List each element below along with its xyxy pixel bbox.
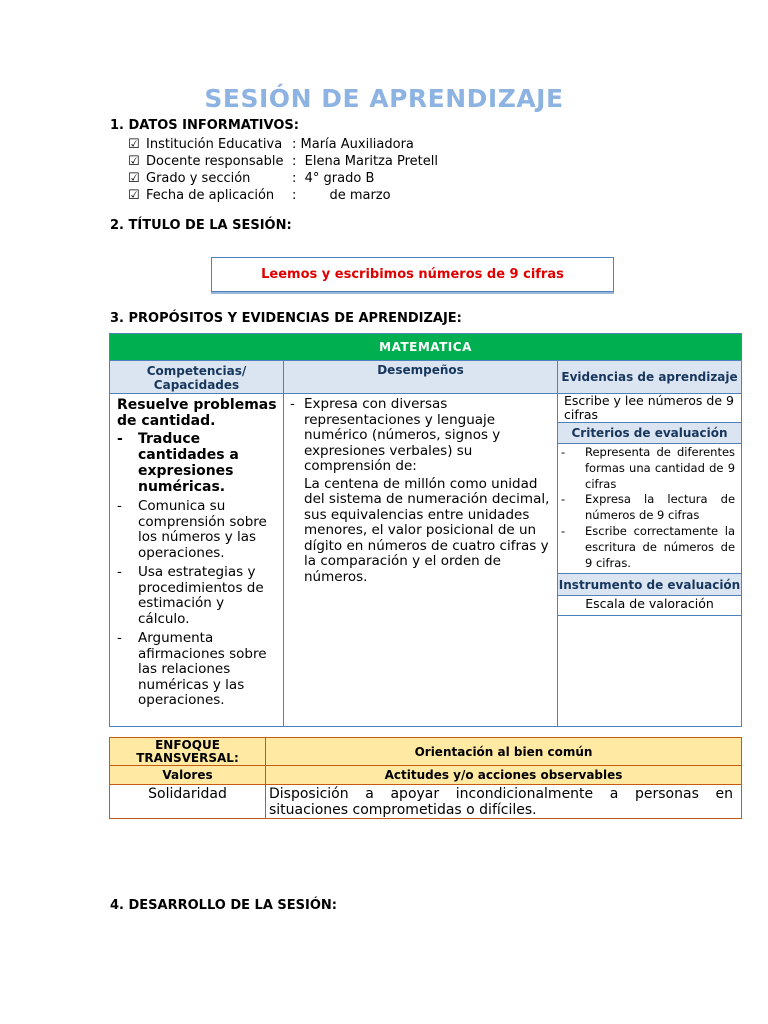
info-label: Grado y sección <box>146 171 251 186</box>
col-desempenos: Desempeños <box>284 361 558 394</box>
info-row-fecha <box>128 187 438 204</box>
page-title: SESIÓN DE APRENDIZAJE <box>204 84 564 113</box>
col-competencias: Competencias/ Capacidades <box>110 361 284 394</box>
capacidad-item: - Usa estrategias y procedimientos de estimación y cálculo. <box>117 564 264 627</box>
info-value: : Elena Maritza Pretell <box>292 154 438 169</box>
empty-cell <box>558 616 742 727</box>
instrumento-heading: Instrumento de evaluación <box>558 574 742 596</box>
criterio-item: - Escribe correctamente la escritura de números de 9 cifras. <box>561 523 736 570</box>
criterio-item: - Representa de diferentes formas una cantidad de 9 cifras <box>561 445 736 491</box>
info-row-docente <box>128 153 438 170</box>
col-valores: Valores <box>110 766 266 785</box>
criterios-heading: Criterios de evaluación <box>558 423 742 444</box>
actitud: Disposición a apoyar incondicionalmente a personas en situaciones comprometidas o difíciles. <box>266 785 742 819</box>
evidencia: Escribe y lee números de 9 cifras <box>558 394 742 423</box>
instrumento: Escala de valoración <box>558 596 742 616</box>
desempenos-cell <box>284 394 558 727</box>
enfoque-label: ENFOQUE TRANSVERSAL: <box>110 738 266 766</box>
checkbox-icon: ☑ <box>128 154 140 169</box>
info-label: Fecha de aplicación <box>146 188 275 203</box>
section-4-heading: 4. DESARROLLO DE LA SESIÓN: <box>110 898 337 913</box>
competencia: Resuelve problemas de cantidad. <box>117 397 277 429</box>
session-title-box <box>211 257 614 292</box>
datos-informativos-list <box>128 136 438 204</box>
capacidad-item: - Comunica su comprensión sobre los números y las operaciones. <box>117 498 267 561</box>
section-1-heading: 1. DATOS INFORMATIVOS: <box>110 118 299 133</box>
session-title: Leemos y escribimos números de 9 cifras <box>261 267 564 282</box>
info-row-grado <box>128 170 438 187</box>
desempeno-item: - Expresa con diversas representaciones y lenguaje numérico (números, signos y expresiones verbales) su comprensión de: <box>290 396 501 474</box>
section-2-heading: 2. TÍTULO DE LA SESIÓN: <box>110 218 292 233</box>
info-row-institucion <box>128 136 438 153</box>
desempeno-detail: La centena de millón como unidad del sistema de numeración decimal, sus equivalencias entre unidades menores, el valor posicional de un dígito en números de cuatro cifras y la comparación y el orden de números. <box>304 475 550 585</box>
area-header: MATEMATICA <box>110 334 742 361</box>
checkbox-icon: ☑ <box>128 171 140 186</box>
enfoque-table <box>109 737 742 819</box>
info-label: Docente responsable <box>146 154 284 169</box>
checkbox-icon: ☑ <box>128 188 140 203</box>
valor: Solidaridad <box>110 785 266 819</box>
criterio-item: - Expresa la lectura de números de 9 cifras <box>561 492 736 523</box>
info-label: Institución Educativa <box>146 137 283 152</box>
criterios-cell <box>558 444 742 574</box>
col-evidencias: Evidencias de aprendizaje <box>558 361 742 394</box>
info-value: : de marzo <box>292 188 391 203</box>
capacidad-item: - Argumenta afirmaciones sobre las relaciones numéricas y las operaciones. <box>117 630 267 708</box>
capacidad-item: - Traduce cantidades a expresiones numéricas. <box>117 431 239 495</box>
col-actitudes: Actitudes y/o acciones observables <box>266 766 742 785</box>
propositos-table <box>109 333 742 727</box>
checkbox-icon: ☑ <box>128 137 140 152</box>
competencias-cell <box>110 394 284 727</box>
section-3-heading: 3. PROPÓSITOS Y EVIDENCIAS DE APRENDIZAJE: <box>110 311 462 326</box>
info-value: : 4° grado B <box>292 171 375 186</box>
enfoque-value: Orientación al bien común <box>266 738 742 766</box>
info-value: : María Auxiliadora <box>292 137 414 152</box>
